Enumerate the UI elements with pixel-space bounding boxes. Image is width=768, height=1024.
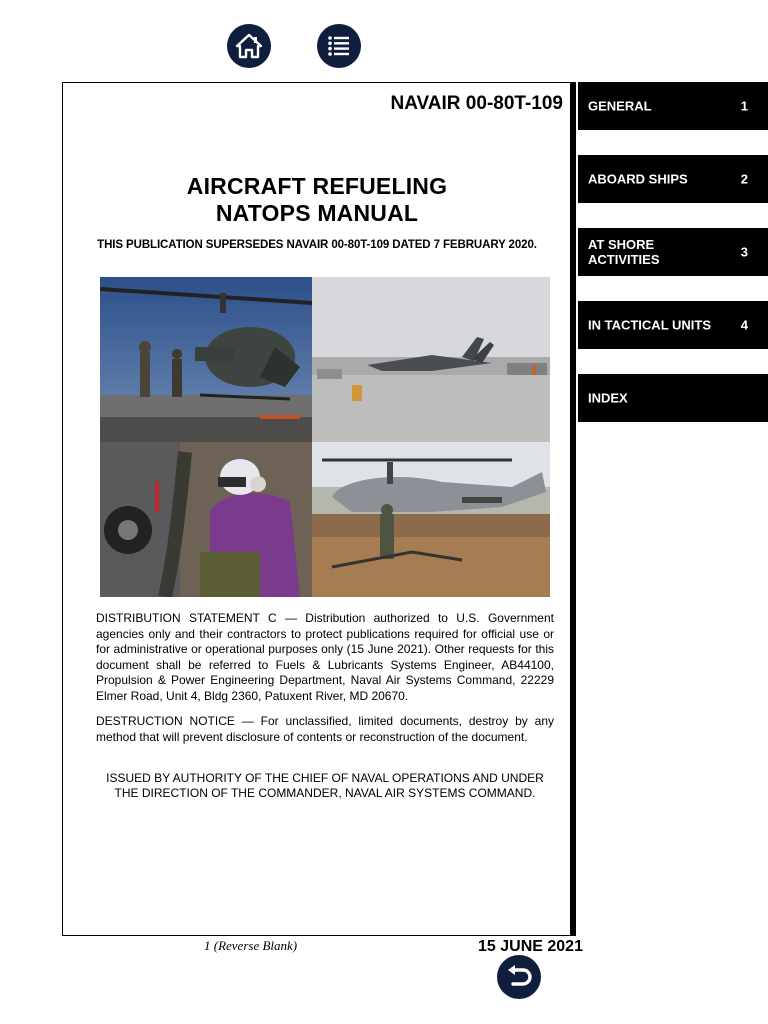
tab-index[interactable]	[578, 374, 768, 422]
helicopter-refueling-photo	[100, 277, 312, 442]
tab-general-number: 1	[740, 98, 748, 114]
issuing-authority	[96, 771, 554, 800]
tab-general[interactable]	[578, 82, 768, 130]
page-number-note: 1 (Reverse Blank)	[204, 938, 298, 953]
home-button[interactable]	[227, 24, 271, 68]
tab-at-shore-activities-label: AT SHORE ACTIVITIES	[588, 237, 660, 267]
document-number: NAVAIR 00-80T-109	[390, 93, 563, 114]
document-title	[63, 173, 571, 227]
supersedes-notice: THIS PUBLICATION SUPERSEDES NAVAIR 00-80T-109 DATED 7 FEBRUARY 2020.	[97, 239, 537, 251]
tab-aboard-ships-number: 2	[740, 171, 748, 187]
tab-at-shore-activities-number: 3	[740, 244, 748, 260]
title-line-1: AIRCRAFT REFUELING	[186, 173, 448, 199]
cover-photo-collage	[100, 277, 550, 597]
page-edge-bar	[570, 82, 576, 936]
home-icon	[234, 31, 264, 61]
back-button[interactable]	[497, 955, 541, 999]
tab-in-tactical-units-number: 4	[740, 317, 748, 333]
issued-line-1: ISSUED BY AUTHORITY OF THE CHIEF OF NAVAL OPERATIONS AND UNDER	[106, 771, 544, 785]
field-helicopter-photo	[312, 442, 550, 597]
list-icon	[325, 32, 353, 60]
document-page	[62, 82, 572, 936]
publication-date: 15 JUNE 2021	[478, 938, 583, 955]
tab-in-tactical-units-label: IN TACTICAL UNITS	[588, 317, 712, 333]
tab-index-label: INDEX	[588, 390, 628, 406]
tab-general-label: GENERAL	[588, 98, 652, 114]
table-of-contents-button[interactable]	[317, 24, 361, 68]
issued-line-2: THE DIRECTION OF THE COMMANDER, NAVAL AIR SYSTEMS COMMAND.	[114, 785, 536, 800]
tab-at-shore-activities[interactable]	[578, 228, 768, 276]
destruction-notice: DESTRUCTION NOTICE — For unclassified, limited documents, destroy by any method that will prevent disclosure of contents or reconstruction of the document.	[96, 714, 554, 744]
tab-aboard-ships[interactable]	[578, 155, 768, 203]
tab-in-tactical-units[interactable]	[578, 301, 768, 349]
distribution-statement: DISTRIBUTION STATEMENT C — Distribution authorized to U.S. Government agencies only and their contractors to protect publications required for official use or for administrative or operational purposes only (15 June 2021). Other requests for this document shall be referred to Fuels & Lubricants Systems Engineer, AB44100, Propulsion & Power Engineering Department, Naval Air Systems Command, 22229 Elmer Road, Unit 4, Bldg 2360, Patuxent River, MD 20670.	[96, 611, 554, 703]
jet-flight-line-photo	[312, 277, 550, 442]
fueling-crew-photo	[100, 442, 312, 597]
return-arrow-icon	[504, 962, 534, 992]
title-line-2: NATOPS MANUAL	[215, 200, 419, 226]
tab-aboard-ships-label: ABOARD SHIPS	[588, 171, 688, 187]
